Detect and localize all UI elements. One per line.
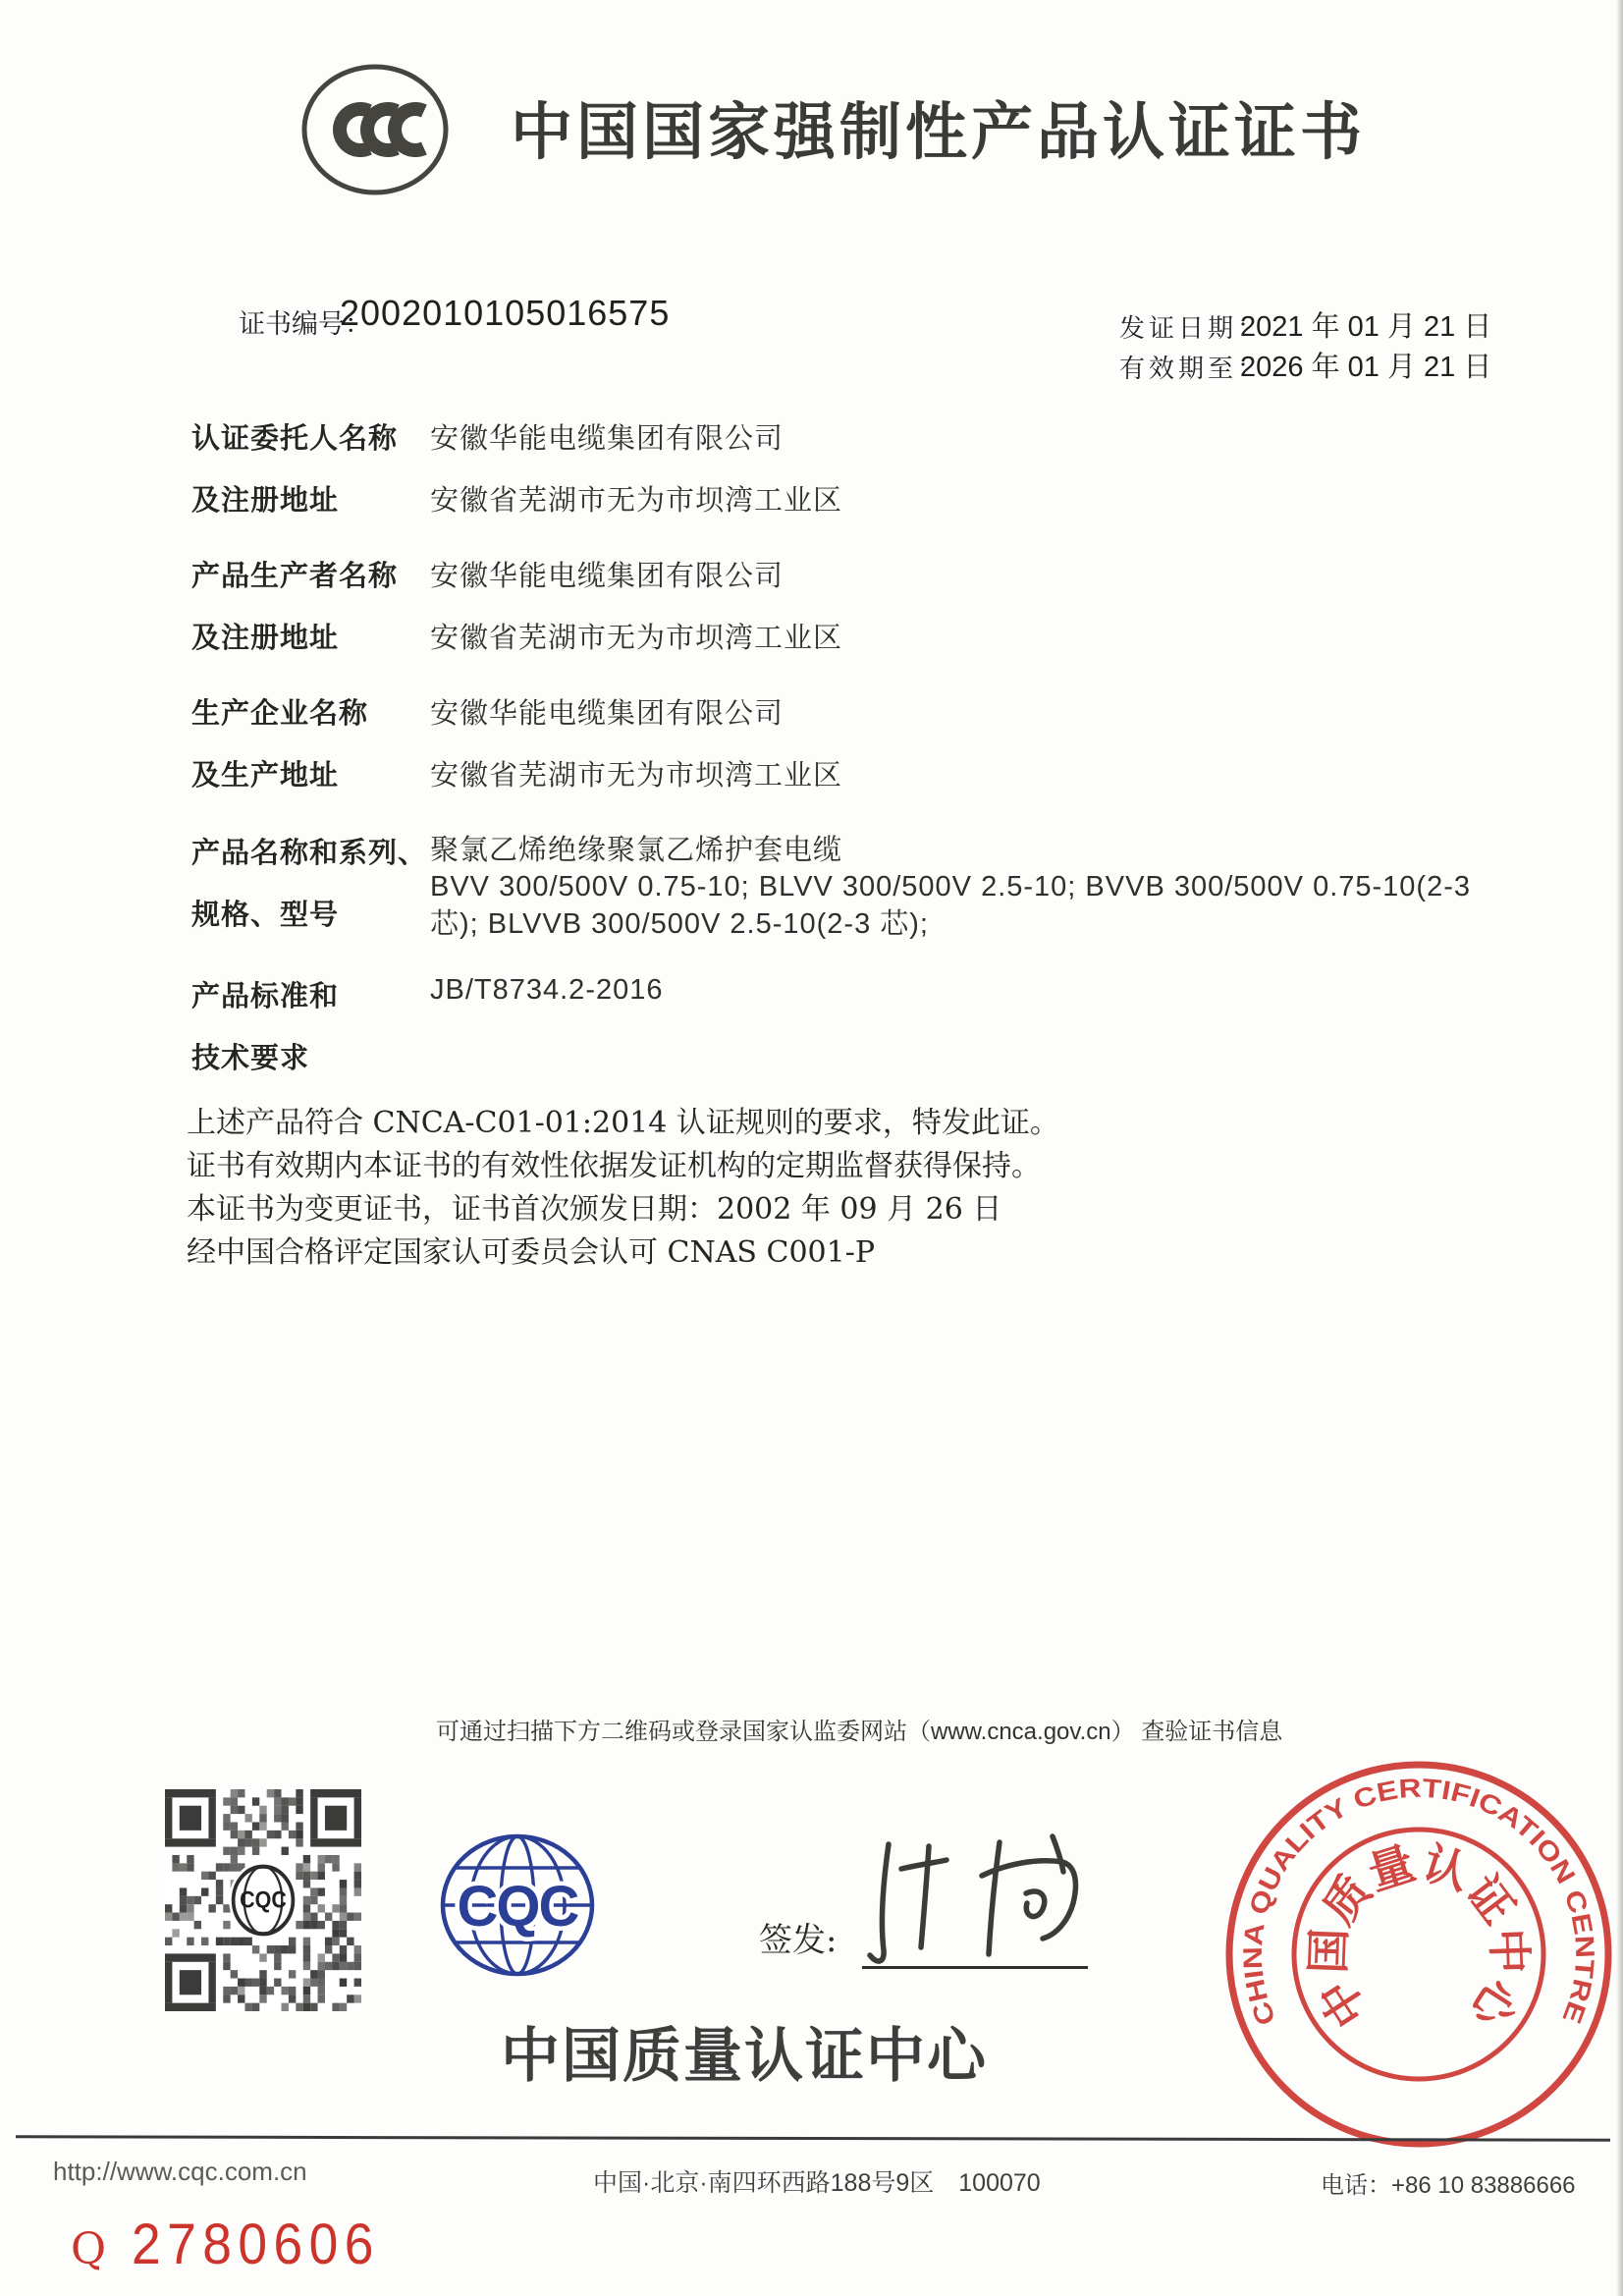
footer-website: http://www.cqc.com.cn — [53, 2157, 307, 2186]
field-value: 安徽华能电缆集团有限公司 — [430, 561, 784, 592]
cert-number-label: 证书编号： — [239, 309, 371, 340]
qr-code — [165, 1789, 361, 2011]
stamp-english-text: CHINA QUALITY CERTIFICATION CENTRE — [1237, 1773, 1600, 2030]
field-value: BVV 300/500V 0.75-10; BLVV 300/500V 2.5-10; BVVB 300/500V 0.75-10(2-3 芯); BLVVB 300/500V 2.5-10(2-3 芯); — [430, 871, 1471, 940]
footer-address: 中国·北京·南四环西路188号9区 100070 — [593, 2169, 1041, 2197]
svg-text:中: 中 — [1308, 1970, 1378, 2038]
signature-line — [862, 1966, 1088, 1969]
official-stamp — [1217, 1753, 1620, 2156]
statement-line: 上述产品符合 CNCA-C01-01:2014 认证规则的要求，特发此证。 — [187, 1106, 1059, 1140]
sign-label: 签发: — [759, 1921, 838, 1960]
serial-prefix: Q — [71, 2224, 107, 2274]
issue-date-value: 2021 年 01 月 21 日 — [1240, 311, 1492, 343]
expiry-date-label: 有效期至： — [1119, 355, 1268, 384]
field-value: 安徽华能电缆集团有限公司 — [430, 423, 784, 455]
field-label: 及注册地址 — [191, 623, 340, 654]
svg-text:证: 证 — [1455, 1865, 1526, 1934]
field-label: 生产企业名称 — [191, 698, 369, 730]
statement-line: 证书有效期内本证书的有效性依据发证机构的定期监督获得保持。 — [187, 1149, 1041, 1183]
svg-text:量: 量 — [1362, 1835, 1422, 1900]
serial-digits: 2780606 — [132, 2213, 380, 2276]
statement-line: 本证书为变更证书，证书首次颁发日期：2002 年 09 月 26 日 — [187, 1192, 1002, 1227]
statement-line: 经中国合格评定国家认可委员会认可 CNAS C001-P — [187, 1235, 876, 1270]
signature — [844, 1825, 1109, 1974]
svg-text:认: 认 — [1416, 1835, 1476, 1900]
svg-text:中: 中 — [1482, 1927, 1537, 1975]
svg-text:国: 国 — [1301, 1927, 1356, 1975]
ccc-logo — [295, 59, 457, 206]
field-value: 安徽省芜湖市无为市坝湾工业区 — [430, 485, 843, 517]
field-label: 产品名称和系列、 — [191, 838, 428, 869]
field-label: 及注册地址 — [191, 485, 340, 517]
verification-note: 可通过扫描下方二维码或登录国家认监委网站（www.cnca.gov.cn） 查验证书信息 — [436, 1719, 1283, 1745]
cqc-globe-logo — [439, 1832, 596, 1978]
footer-phone: 电话：+86 10 83886666 — [1321, 2172, 1576, 2199]
serial-number — [71, 2212, 402, 2277]
expiry-date-value: 2026 年 01 月 21 日 — [1240, 352, 1492, 383]
field-label: 产品标准和 — [191, 981, 340, 1012]
field-label: 及生产地址 — [191, 760, 340, 792]
qr-center-label: CQC — [240, 1886, 287, 1913]
field-value: 安徽华能电缆集团有限公司 — [430, 698, 784, 730]
cqc-logo-text: CQC — [457, 1875, 578, 1939]
field-label: 技术要求 — [191, 1043, 310, 1074]
scan-edge-artifact — [1616, 0, 1623, 2296]
field-value: JB/T8734.2-2016 — [430, 974, 664, 1006]
svg-text:心: 心 — [1460, 1970, 1530, 2038]
issuer-name: 中国质量认证中心 — [501, 2023, 988, 2089]
field-label: 产品生产者名称 — [191, 561, 399, 592]
issue-date-label: 发证日期： — [1119, 314, 1268, 344]
field-value: 聚氯乙烯绝缘聚氯乙烯护套电缆 — [430, 835, 843, 866]
certificate-title: 中国国家强制性产品认证证书 — [511, 98, 1366, 167]
field-value: 安徽省芜湖市无为市坝湾工业区 — [430, 623, 843, 654]
stamp-chinese-text — [1301, 1836, 1536, 2039]
field-value: 安徽省芜湖市无为市坝湾工业区 — [430, 760, 843, 792]
svg-text:质: 质 — [1312, 1865, 1382, 1934]
cert-number-value: 2002010105016575 — [340, 293, 671, 333]
field-label: 认证委托人名称 — [191, 423, 399, 455]
field-label: 规格、型号 — [191, 900, 340, 931]
